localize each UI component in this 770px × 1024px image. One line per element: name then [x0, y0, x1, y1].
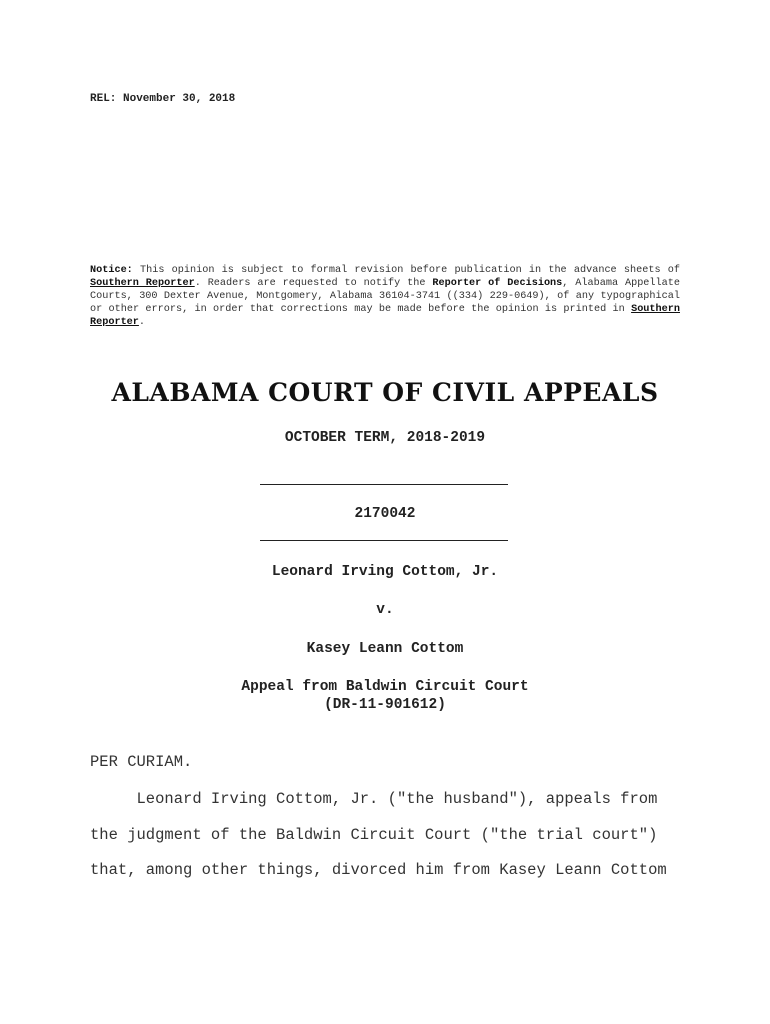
southern-reporter-ref-2: Southern Reporter [90, 304, 680, 328]
opinion-line: that, among other things, divorced him from Kasey Leann Cottom [90, 861, 667, 879]
southern-reporter-ref-1: Southern Reporter [90, 278, 195, 289]
notice-text-4: . [138, 317, 146, 328]
docket-number: 2170042 [354, 506, 416, 522]
divider-top [260, 484, 508, 485]
opinion-author: PER CURIAM. [90, 753, 193, 771]
notice-text-2: . Readers are requested to notify the [194, 278, 433, 289]
appellee-name: Kasey Leann Cottom [306, 641, 464, 657]
appellant-name: Leonard Irving Cottom, Jr. [271, 564, 499, 580]
release-date: REL: November 30, 2018 [90, 93, 236, 105]
opinion-line: the judgment of the Baldwin Circuit Court ("the trial court") [90, 826, 658, 844]
reporter-of-decisions: Reporter of Decisions [432, 278, 563, 289]
notice-paragraph [90, 264, 680, 329]
divider-bottom [260, 540, 508, 541]
versus: v. [376, 602, 394, 618]
notice-text-1: This opinion is subject to formal revision before publication in the advance sheets of [132, 265, 680, 276]
appeal-from: Appeal from Baldwin Circuit Court [241, 679, 529, 695]
lower-case-number: (DR-11-901612) [324, 697, 446, 713]
notice-label: Notice: [90, 265, 133, 276]
court-term: OCTOBER TERM, 2018-2019 [284, 430, 486, 446]
notice-text-3: , Alabama Appellate Courts, 300 Dexter Avenue, Montgomery, Alabama 36104-3741 ((334) 229-0649), of any typographical or other errors, in order that corrections may be made before the opinion is printed in [90, 278, 680, 315]
court-name: ALABAMA COURT OF CIVIL APPEALS [111, 378, 659, 407]
opinion-line: Leonard Irving Cottom, Jr. ("the husband"), appeals from [90, 790, 658, 808]
